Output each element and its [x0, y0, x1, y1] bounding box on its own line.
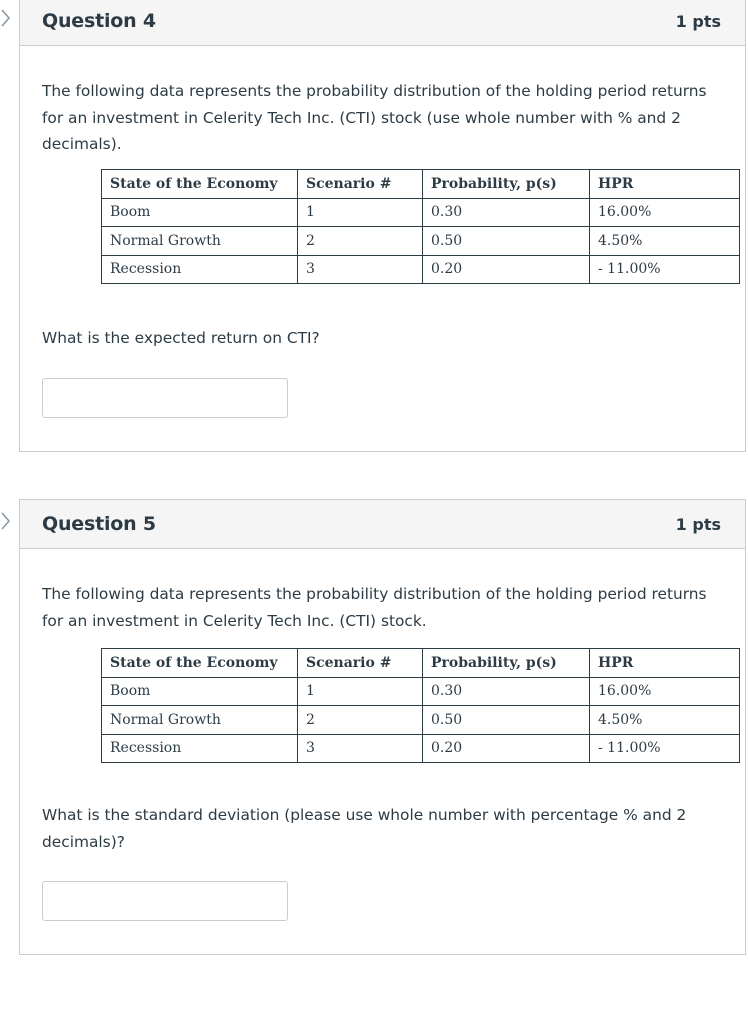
cell-scenario: 2 [298, 706, 423, 735]
cell-hpr: 16.00% [590, 198, 740, 227]
question-prompt: What is the expected return on CTI? [42, 329, 320, 347]
cell-probability: 0.20 [423, 255, 590, 284]
table-row [102, 227, 740, 256]
cell-state: Recession [102, 255, 298, 284]
header-hpr: HPR [590, 170, 740, 199]
cell-hpr: - 11.00% [590, 734, 740, 763]
cell-state: Normal Growth [102, 706, 298, 735]
question-title: Question 4 [42, 10, 156, 32]
cell-scenario: 3 [298, 255, 423, 284]
header-state: State of the Economy [102, 170, 298, 199]
cell-probability: 0.50 [423, 706, 590, 735]
probability-table [101, 648, 740, 763]
cell-hpr: 4.50% [590, 706, 740, 735]
cell-hpr: 4.50% [590, 227, 740, 256]
table-row [102, 734, 740, 763]
cell-state: Recession [102, 734, 298, 763]
question-title: Question 5 [42, 513, 156, 535]
answer-input[interactable] [42, 881, 288, 921]
cell-state: Boom [102, 198, 298, 227]
cell-probability: 0.20 [423, 734, 590, 763]
table-header-row [102, 170, 740, 199]
cell-state: Normal Growth [102, 227, 298, 256]
question-points: 1 pts [675, 12, 721, 31]
question-header [20, 500, 745, 549]
table-header-row [102, 649, 740, 678]
header-probability: Probability, p(s) [423, 649, 590, 678]
flag-question-icon[interactable] [0, 8, 14, 28]
table-row [102, 255, 740, 284]
table-row [102, 677, 740, 706]
cell-scenario: 3 [298, 734, 423, 763]
question-points: 1 pts [675, 515, 721, 534]
cell-state: Boom [102, 677, 298, 706]
header-scenario: Scenario # [298, 170, 423, 199]
cell-scenario: 1 [298, 198, 423, 227]
header-probability: Probability, p(s) [423, 170, 590, 199]
cell-hpr: 16.00% [590, 677, 740, 706]
flag-question-icon[interactable] [0, 511, 14, 531]
cell-probability: 0.30 [423, 677, 590, 706]
cell-scenario: 2 [298, 227, 423, 256]
question-4-card [19, 0, 746, 452]
question-intro: The following data represents the probability distribution of the holding period returns for an investment in Celerity Tech Inc. (CTI) stock. [42, 585, 707, 630]
table-row [102, 198, 740, 227]
cell-hpr: - 11.00% [590, 255, 740, 284]
table-row [102, 706, 740, 735]
cell-probability: 0.30 [423, 198, 590, 227]
cell-probability: 0.50 [423, 227, 590, 256]
question-header [20, 0, 745, 46]
answer-input[interactable] [42, 378, 288, 418]
cell-scenario: 1 [298, 677, 423, 706]
question-intro: The following data represents the probability distribution of the holding period returns for an investment in Celerity Tech Inc. (CTI) stock (use whole number with % and 2 decimals). [42, 82, 707, 153]
question-5-card [19, 499, 746, 955]
header-state: State of the Economy [102, 649, 298, 678]
header-hpr: HPR [590, 649, 740, 678]
header-scenario: Scenario # [298, 649, 423, 678]
question-prompt: What is the standard deviation (please use whole number with percentage % and 2 decimals)? [42, 806, 687, 851]
probability-table [101, 169, 740, 284]
